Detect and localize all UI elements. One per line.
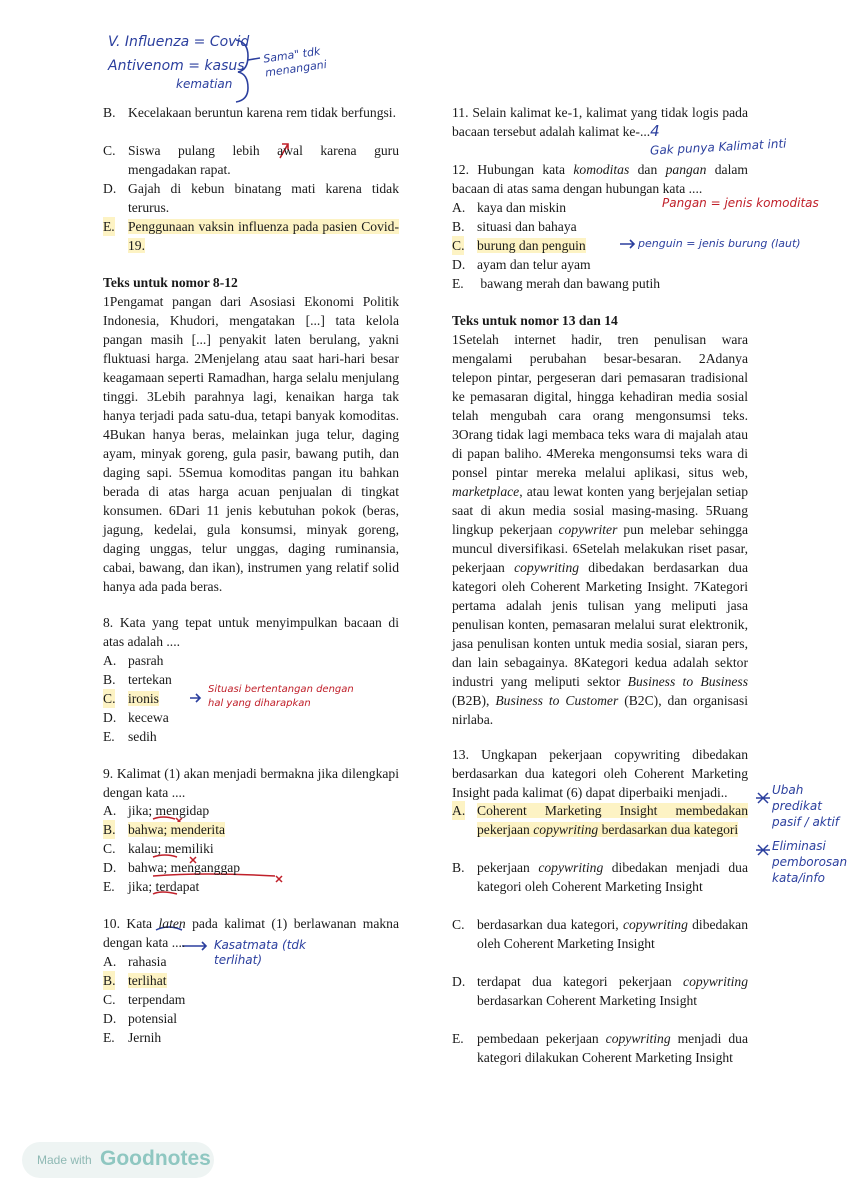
heading-teks-8-12: Teks untuk nomor 8-12	[103, 275, 238, 290]
q13-option-b: B. pekerjaan copywriting dibedakan menjadi dua kategori oleh Coherent Marketing Insight	[452, 860, 748, 894]
handwritten-answer-q11: 4	[650, 122, 660, 140]
q7-option-b: B. Kecelakaan beruntun karena rem tidak berfungsi.	[103, 105, 396, 120]
q7-option-d: D. Gajah di kebun binatang mati karena tidak terurus.	[103, 181, 399, 215]
q10-option-e: E. Jernih	[103, 1030, 162, 1045]
handwritten-note-sama-tdk-menangani: Sama" tdk menangani	[262, 44, 328, 80]
q9-option-c: C. kalau; memiliki	[103, 841, 214, 856]
q10-option-d: D. potensial	[103, 1011, 178, 1026]
handwritten-note-q13-eliminasi: Eliminasi pemborosan kata/info	[772, 839, 848, 885]
goodnotes-logo: Goodnotes	[100, 1147, 211, 1170]
handwritten-note-antivenom: Antivenom = kasus	[108, 58, 245, 74]
q9-option-e: E. jika; terdapat	[103, 879, 200, 894]
q10-option-a: A. rahasia	[103, 954, 167, 969]
q12-option-c: C. burung dan penguin	[452, 238, 586, 253]
q13-option-d: D. terdapat dua kategori pekerjaan copywriting berdasarkan Coherent Marketing Insight	[452, 974, 748, 1008]
passage-13-14: 1Setelah internet hadir, tren penulisan wara mengalami perubahan besar-besaran. 2Adanya telepon pintar, pergeseran dari pemasaran tradisional ke pemasaran digital, hingga kehadiran media sosial telah mengubah cara orang mengonsumsi teks. 3Orang tidak lagi membaca teks wara di majalah atau di papan baliho. 4Mereka mengonsumsi teks wara di ponsel pintar mereka melalui aplikasi, situs web, marketplace, atau lewat konten yang berjejalan setiap saat di akun media sosial masing-masing. 5Ruang lingkup pekerjaan copywriter pun melebar sehingga muncul diversifikasi. 6Setelah melakukan riset pasar, pekerjaan copywriting dibedakan berdasarkan dua kategori oleh Coherent Marketing Insight. 7Kategori pertama adalah jenis tulisan yang meliputi jasa penulisan konten, pemasaran melalui surat elektronik, jasa penulisan konten untuk media sosial, siaran pers, dan lain sebagainya. 8Kategori kedua adalah sektor industri yang meliputi sektor Business to Business (B2B), Business to Customer (B2C), dan organisasi nirlaba.	[452, 332, 748, 727]
q10-option-b: B. terlihat	[103, 973, 167, 988]
q12-option-b: B. situasi dan bahaya	[452, 219, 577, 234]
handwritten-note-kematian: kematian	[176, 77, 233, 91]
q13-option-c: C. berdasarkan dua kategori, copywriting dibedakan oleh Coherent Marketing Insight	[452, 917, 748, 951]
handwritten-note-q13-ubah: Ubah predikat pasif / aktif	[772, 783, 840, 829]
q9-option-d: D. bahwa; menganggap	[103, 860, 241, 875]
q10-option-c: C. terpendam	[103, 992, 186, 1007]
question-8: 8. Kata yang tepat untuk menyimpulkan bacaan di atas adalah ....	[103, 615, 399, 649]
question-10: 10. Kata laten pada kalimat (1) berlawanan makna dengan kata ....	[103, 916, 399, 950]
highlighted-answer: Penggunaan vaksin influenza pada pasien Covid-19.	[128, 219, 399, 253]
handwritten-note-influenza: V. Influenza = Covid	[108, 34, 250, 50]
q7-option-e: E. Penggunaan vaksin influenza pada pasien Covid-19.	[103, 219, 399, 253]
made-with-label: Made with	[37, 1153, 92, 1167]
q13-option-e: E. pembedaan pekerjaan copywriting menjadi dua kategori dilakukan Coherent Marketing Insight	[452, 1031, 748, 1065]
handwritten-note-q12-pangan: Pangan = jenis komoditas	[662, 196, 819, 210]
handwritten-note-q10: Kasatmata (tdk terlihat)	[214, 938, 306, 967]
handwritten-note-q11: Gak punya Kalimat inti	[649, 136, 787, 158]
q9-option-b: B. bahwa; menderita	[103, 822, 226, 837]
heading-teks-13-14: Teks untuk nomor 13 dan 14	[452, 313, 618, 328]
goodnotes-badge	[22, 1142, 214, 1178]
question-13: 13. Ungkapan pekerjaan copywriting dibedakan berdasarkan dua kategori oleh Coherent Marketing Insight pada kalimat (6) dapat diperbaiki menjadi..	[452, 747, 748, 800]
q8-option-a: A. pasrah	[103, 653, 164, 668]
passage-8-12: 1Pengamat pangan dari Asosiasi Ekonomi Politik Indonesia, Khudori, mengatakan [...] tata kelola pangan masih [...] penyakit laten berulang, yakni fluktuasi harga. 2Menjelang atau saat hari-hari besar keagamaan seperti Ramadhan, harga selalu menjulang tinggi. 3Lebih parahnya lagi, kenaikan harga tak hanya terjadi pada satu-dua, tetapi banyak komoditas. 4Bukan hanya beras, melainkan juga telur, daging ayam, minyak goreng, gula pasir, bawang putih, dan daging sapi. 5Semua komoditas pangan itu bahkan berada di atas harga acuan penjualan di tingkat konsumen. 6Dari 11 jenis kebutuhan pokok (beras, jagung, kedelai, gula konsumsi, minyak goreng, daging unggas, telur unggas, daging ruminansia, cabai, bawang, dan ikan), instrumen yang relatif solid hanya ada pada beras.	[103, 294, 399, 594]
q13-option-a: A. Coherent Marketing Insight membedakan pekerjaan copywriting berdasarkan dua kategori	[452, 803, 748, 837]
q12-option-a: A. kaya dan miskin	[452, 200, 567, 215]
question-9: 9. Kalimat (1) akan menjadi bermakna jika dilengkapi dengan kata ....	[103, 766, 399, 800]
q8-option-e: E. sedih	[103, 729, 157, 744]
q8-option-d: D. kecewa	[103, 710, 169, 725]
question-11: 11. Selain kalimat ke-1, kalimat yang tidak logis pada bacaan tersebut adalah kalimat ke-...4	[452, 105, 748, 140]
q7-option-c: C. Siswa pulang lebih awal karena guru mengadakan rapat.	[103, 143, 399, 177]
handwritten-note-q8: Situasi bertentangan dengan hal yang diharapkan	[208, 684, 354, 709]
question-12: 12. Hubungan kata komoditas dan pangan dalam bacaan di atas sama dengan hubungan kata ....	[452, 162, 748, 196]
handwritten-note-q12-penguin: penguin = jenis burung (laut)	[638, 237, 801, 250]
q12-option-d: D. ayam dan telur ayam	[452, 257, 591, 272]
q8-option-c: C. ironis	[103, 691, 159, 706]
q9-option-a: A. jika; mengidap	[103, 803, 210, 818]
q8-option-b: B. tertekan	[103, 672, 172, 687]
q12-option-e: E. bawang merah dan bawang putih	[452, 276, 661, 291]
